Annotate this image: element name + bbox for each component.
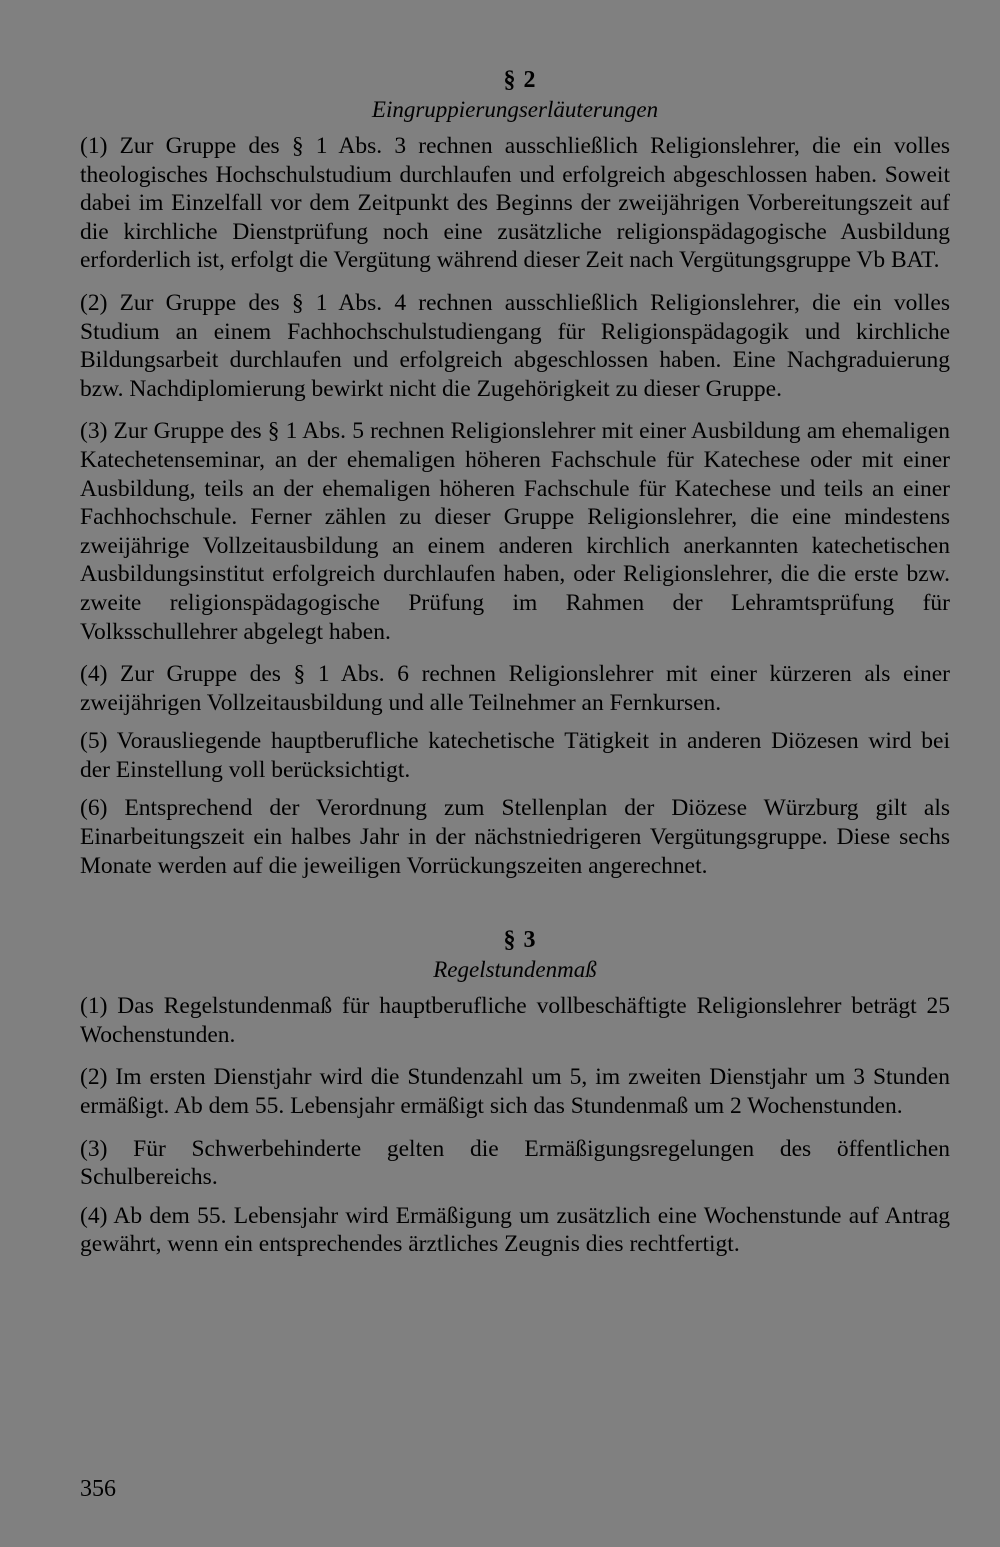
- page-number: 356: [80, 1476, 116, 1502]
- paragraph: (6) Entsprechend der Verordnung zum Stellenplan der Diözese Würzburg gilt als Einarbeitungszeit ein halbes Jahr in der nächstniedrigeren Vergütungsgruppe. Diese sechs Monate werden auf die jeweiligen Vorrückungszeiten angerechnet.: [80, 795, 950, 879]
- section-number: § 2: [503, 67, 537, 93]
- section-title: Regelstundenmaß: [433, 957, 597, 983]
- paragraph: (4) Ab dem 55. Lebensjahr wird Ermäßigung um zusätzlich eine Wochenstunde auf Antrag gewährt, wenn ein entsprechendes ärztliches Zeugnis dies rechtfertigt.: [80, 1202, 950, 1258]
- section-title: Eingruppierungserläuterungen: [371, 97, 659, 122]
- section-header: [80, 924, 950, 984]
- paragraph: (5) Vorausliegende hauptberufliche katechetische Tätigkeit in anderen Diözesen wird bei der Einstellung voll berücksichtigt.: [80, 728, 950, 783]
- section-number: § 3: [503, 927, 537, 954]
- section-header: [80, 64, 950, 124]
- paragraph: (3) Für Schwerbehinderte gelten die Ermäßigungsregelungen des öffentlichen Schulbereichs.: [80, 1135, 950, 1191]
- paragraph: (3) Zur Gruppe des § 1 Abs. 5 rechnen Religionslehrer mit einer Ausbildung am ehemaligen Katechetenseminar, an der ehemaligen höheren Fachschule für Katechese oder mit einer Ausbildung, teils an der ehemaligen höheren Fachschule für Katechese und teils an einer Fachhochschule. Ferner zählen zu dieser Gruppe Religionslehrer, die eine mindestens zweijährige Vollzeitausbildung an einem anderen kirchlich anerkannten katechetischen Ausbildungsinstitut erfolgreich durchlaufen haben, oder Religionslehrer, die die erste bzw. zweite religionspädagogische Prüfung im Rahmen der Lehramtsprüfung für Volksschullehrer abgelegt haben.: [80, 418, 950, 645]
- paragraph: (1) Das Regelstundenmaß für hauptberufliche vollbeschäftigte Religionslehrer beträgt 25 Wochenstunden.: [80, 993, 950, 1048]
- paragraph: (2) Zur Gruppe des § 1 Abs. 4 rechnen ausschließlich Religionslehrer, die ein volles Studium an einem Fachhochschulstudiengang für Religionspädagogik und kirchliche Bildungsarbeit durchlaufen und erfolgreich abgeschlossen haben. Eine Nachgraduierung bzw. Nachdiplomierung bewirkt nicht die Zugehörigkeit zu dieser Gruppe.: [80, 289, 950, 402]
- paragraph: (2) Im ersten Dienstjahr wird die Stundenzahl um 5, im zweiten Dienstjahr um 3 Stunden ermäßigt. Ab dem 55. Lebensjahr ermäßigt sich das Stundenmaß um 2 Wochenstunden.: [80, 1064, 950, 1120]
- section-3: [80, 924, 950, 1259]
- paragraph: (4) Zur Gruppe des § 1 Abs. 6 rechnen Religionslehrer mit einer kürzeren als einer zweijährigen Vollzeitausbildung und alle Teilnehmer an Fernkursen.: [80, 661, 950, 716]
- paragraph: (1) Zur Gruppe des § 1 Abs. 3 rechnen ausschließlich Religionslehrer, die ein volles theologisches Hochschulstudium durchlaufen und erfolgreich abgeschlossen haben. Soweit dabei im Einzelfall vor dem Zeitpunkt des Beginns der zweijährigen Vorbereitungszeit auf die kirchliche Dienstprüfung noch eine zusätzliche religionspädagogische Ausbildung erforderlich ist, erfolgt die Vergütung während dieser Zeit nach Vergütungsgruppe Vb BAT.: [80, 133, 950, 274]
- section-2: [80, 64, 950, 880]
